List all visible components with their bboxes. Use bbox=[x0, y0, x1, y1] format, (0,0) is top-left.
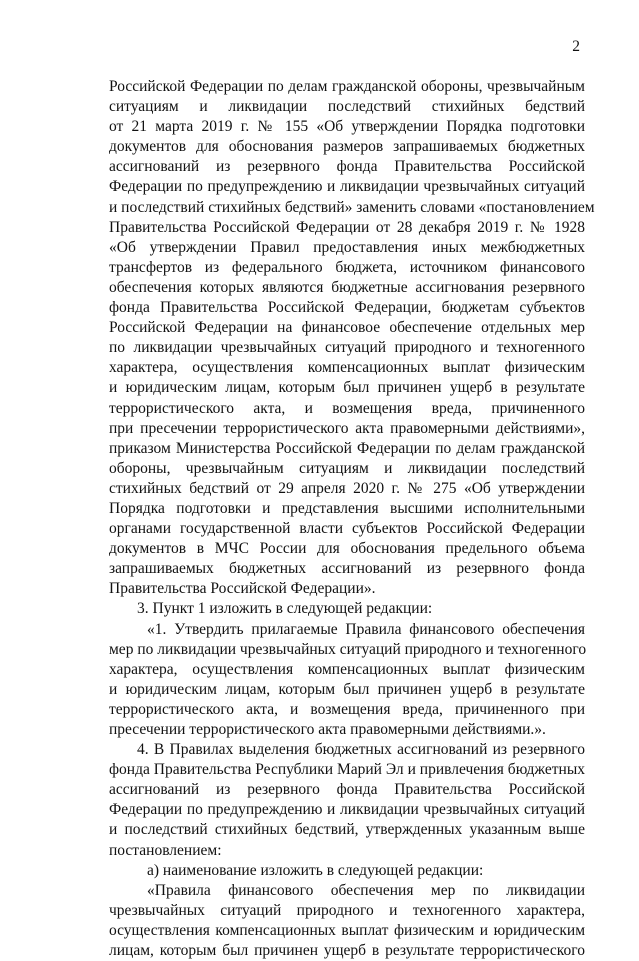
text-line: мер по ликвидации чрезвычайных ситуаций природного и техногенного bbox=[109, 640, 587, 658]
text-line: Российской Федерации по делам гражданской обороны, чрезвычайным bbox=[109, 78, 585, 95]
text-line: «Об утверждении Правил предоставления иных межбюджетных bbox=[109, 238, 585, 256]
text-line: запрашиваемых бюджетных ассигнований из резервного фонда bbox=[109, 560, 585, 578]
text-line: а) наименование изложить в следующей редакции: bbox=[147, 861, 484, 879]
text-line: характера, осуществления компенсационных выплат физическим bbox=[109, 359, 585, 377]
text-line: Российской Федерации на финансовое обеспечение отдельных мер bbox=[109, 319, 585, 337]
text-line: обеспечения которых являются бюджетные ассигнования резервного bbox=[109, 278, 585, 296]
text-line: Федерации по предупреждению и ликвидации чрезвычайных ситуаций bbox=[109, 801, 585, 819]
text-line: документов в МЧС России для обоснования предельного объема bbox=[109, 540, 585, 558]
text-line: Порядка подготовки и представления высшими исполнительными bbox=[109, 499, 585, 517]
text-line: постановлением: bbox=[109, 841, 222, 859]
text-line: Правительства Российской Федерации». bbox=[109, 580, 376, 598]
text-line: ситуациям и ликвидации последствий стихийных бедствий bbox=[109, 98, 585, 116]
text-line: фонда Правительства Российской Федерации, бюджетам субъектов bbox=[109, 299, 585, 317]
text-line: пресечении террористического акта правомерными действиями.». bbox=[109, 721, 546, 738]
text-line: лицам, которым был причинен ущерб в результате террористического bbox=[109, 942, 585, 960]
text-line: ассигнований из резервного фонда Правительства Российской bbox=[109, 781, 585, 799]
text-line: органами государственной власти субъектов Российской Федерации bbox=[109, 520, 585, 538]
text-line: стихийных бедствий от 29 апреля 2020 г. № 275 «Об утверждении bbox=[109, 479, 585, 497]
text-line: и юридическим лицам, которым был причинен ущерб в результате bbox=[109, 379, 585, 397]
text-line: 3. Пункт 1 изложить в следующей редакции: bbox=[137, 600, 433, 618]
text-line: приказом Министерства Российской Федерации по делам гражданской bbox=[109, 439, 585, 457]
text-line: террористического акта, и возмещения вреда, причиненного при bbox=[109, 700, 585, 718]
text-line: фонда Правительства Республики Марий Эл и привлечения бюджетных bbox=[109, 761, 585, 779]
text-line: террористического акта, и возмещения вреда, причиненного bbox=[109, 399, 585, 417]
text-line: ассигнований из резервного фонда Правительства Российской bbox=[109, 158, 585, 176]
text-line: Правительства Российской Федерации от 28 декабря 2019 г. № 1928 bbox=[109, 218, 585, 236]
text-line: обороны, чрезвычайным ситуациям и ликвидации последствий bbox=[109, 459, 585, 477]
text-line: осуществления компенсационных выплат физическим и юридическим bbox=[109, 921, 585, 939]
text-line: и последствий стихийных бедствий» заменить словами «постановлением bbox=[109, 198, 595, 216]
text-line: и юридическим лицам, которым был причинен ущерб в результате bbox=[109, 680, 585, 698]
text-line: по ликвидации чрезвычайных ситуаций природного и техногенного bbox=[109, 339, 585, 357]
text-line: «Правила финансового обеспечения мер по ликвидации bbox=[147, 881, 585, 899]
text-line: документов для обоснования размеров запрашиваемых бюджетных bbox=[109, 138, 585, 156]
text-line: чрезвычайных ситуаций природного и техногенного характера, bbox=[109, 901, 585, 919]
text-line: и последствий стихийных бедствий, утвержденных указанным выше bbox=[109, 821, 585, 839]
text-line: Федерации по предупреждению и ликвидации чрезвычайных ситуаций bbox=[109, 178, 585, 196]
text-line: «1. Утвердить прилагаемые Правила финансового обеспечения bbox=[147, 620, 585, 638]
text-line: от 21 марта 2019 г. № 155 «Об утверждении Порядка подготовки bbox=[109, 118, 585, 136]
page-number: 2 bbox=[572, 38, 580, 55]
text-line: характера, осуществления компенсационных выплат физическим bbox=[109, 660, 585, 678]
document-body bbox=[109, 77, 595, 961]
text-line: трансфертов из федерального бюджета, источником финансового bbox=[109, 258, 585, 276]
text-line: при пресечении террористического акта правомерными действиями», bbox=[109, 419, 585, 437]
text-line: 4. В Правилах выделения бюджетных ассигнований из резервного bbox=[137, 741, 585, 759]
